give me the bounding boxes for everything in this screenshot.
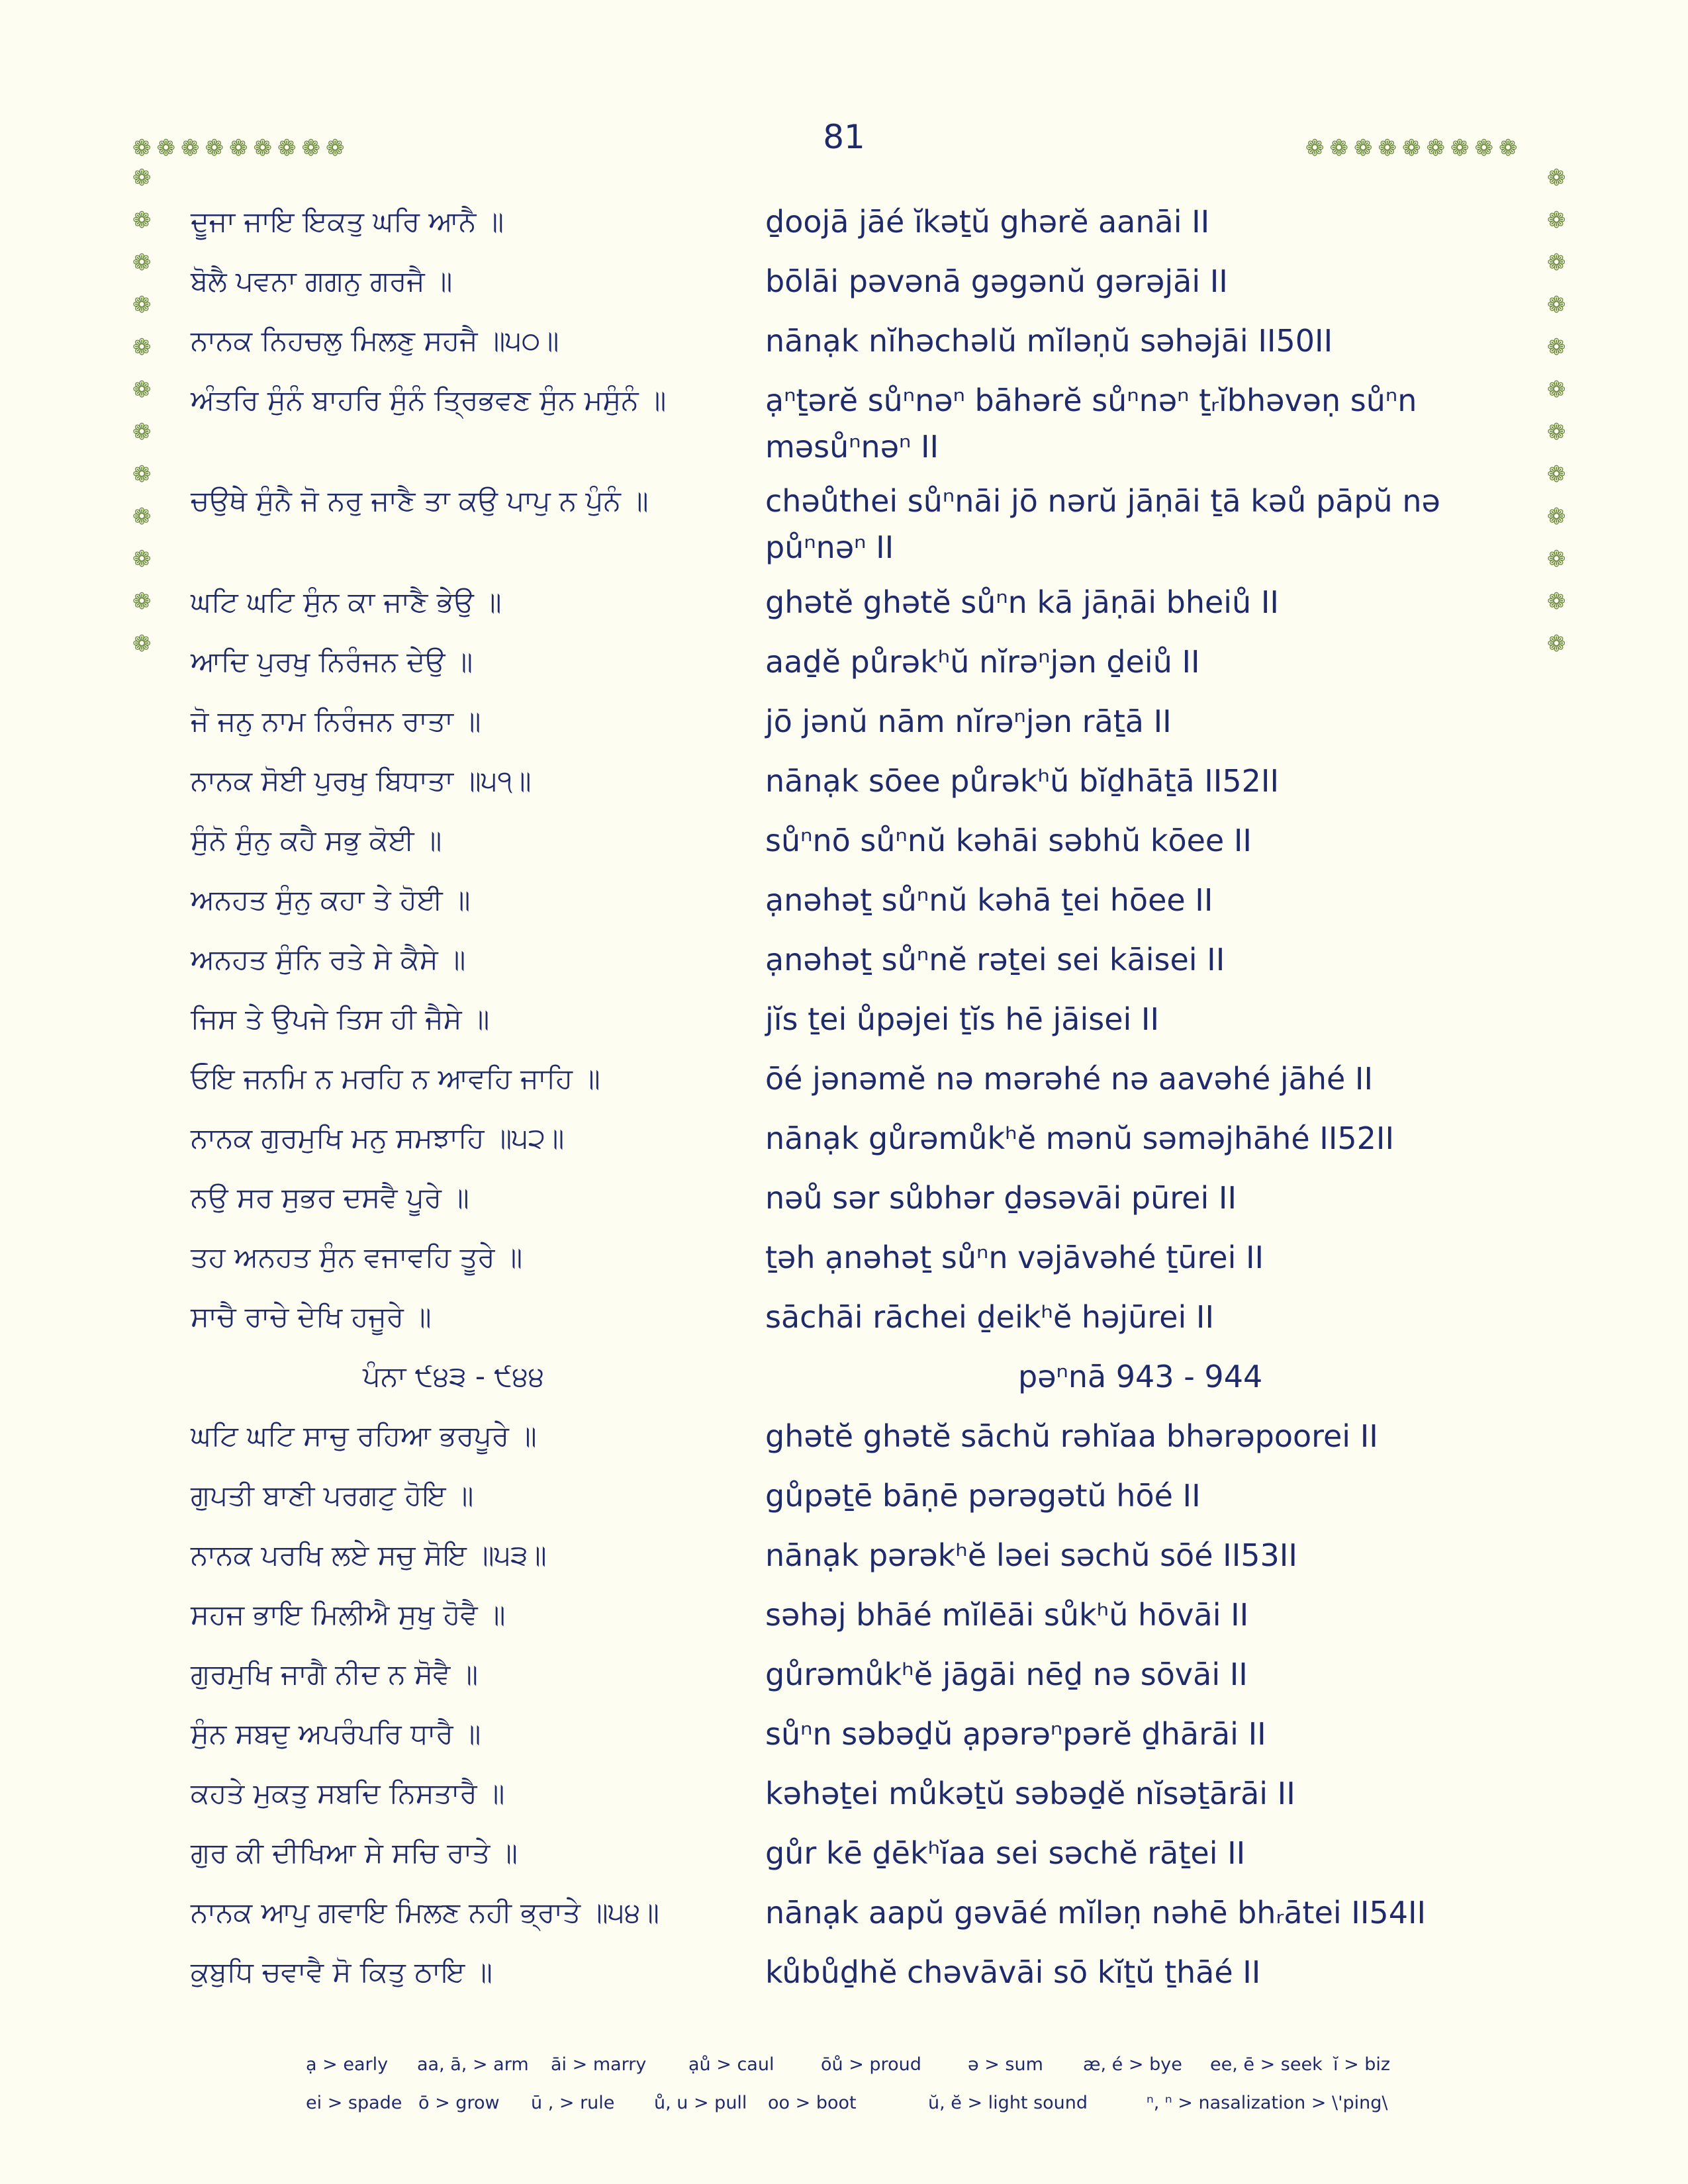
flower-ornament-icon: ❁: [1547, 419, 1566, 445]
flower-ornament-icon: ❁: [301, 135, 320, 161]
gurmukhi-line: ਸੁੰਨੋ ਸੁੰਨੁ ਕਹੈ ਸਭੁ ਕੋਈ ॥: [191, 824, 442, 856]
flower-ornament-icon: ❁: [1547, 461, 1566, 488]
gurmukhi-line: ਨਾਨਕ ਸੋਈ ਪੁਰਖੁ ਬਿਧਾਤਾ ॥੫੧॥: [191, 764, 532, 797]
ornament-row-right: [1305, 136, 1518, 161]
flower-ornament-icon: ❁: [132, 165, 152, 191]
legend-item: āi > marry: [551, 2054, 647, 2075]
flower-ornament-icon: ❁: [205, 135, 224, 161]
flower-ornament-icon: ❁: [132, 292, 152, 318]
flower-ornament-icon: ❁: [1547, 631, 1566, 657]
gurmukhi-line: ਚਉਥੇ ਸੁੰਨੈ ਜੋ ਨਰੁ ਜਾਣੈ ਤਾ ਕਉ ਪਾਪੁ ਨ ਪੁੰਨੰ ॥: [191, 484, 649, 517]
ornament-column-left: [132, 165, 152, 657]
gurmukhi-line: ਕੁਬੁਧਿ ਚਵਾਵੈ ਸੋ ਕਿਤੁ ਠਾਇ ॥: [191, 1956, 492, 1988]
gurmukhi-line: ਦੂਜਾ ਜਾਇ ਇਕਤੁ ਘਰਿ ਆਨੈ ॥: [191, 205, 504, 238]
flower-ornament-icon: ❁: [326, 135, 345, 161]
flower-ornament-icon: ❁: [1426, 135, 1445, 161]
flower-ornament-icon: ❁: [1499, 135, 1518, 161]
flower-ornament-icon: ❁: [1547, 292, 1566, 318]
legend-item: ō > grow: [418, 2092, 500, 2113]
transliteration-line: ạnəhəṯ sůⁿnĕ rəṯei sei kāisei II: [765, 942, 1225, 978]
pronunciation-legend: [306, 2045, 1564, 2122]
legend-row: [306, 2083, 1564, 2122]
transliteration-line: ghətĕ ghətĕ sůⁿn kā jāṇāi bheiů II: [765, 584, 1279, 620]
transliteration-line: gůpəṯē bāṇē pərəgətŭ hōé II: [765, 1478, 1201, 1514]
legend-item: ə > sum: [968, 2054, 1043, 2075]
legend-item: aa, ā, > arm: [417, 2054, 529, 2075]
legend-item: ạů > caul: [688, 2054, 774, 2075]
legend-item: ŭ, ĕ > light sound: [928, 2092, 1088, 2113]
legend-item: ĭ > biz: [1333, 2054, 1391, 2075]
transliteration-line: nəů sər sůbhər ḏəsəvāi pūrei II: [765, 1180, 1237, 1216]
flower-ornament-icon: ❁: [132, 504, 152, 530]
transliteration-line: nānạk aapŭ gəvāé mĭləṇ nəhē bhᵣātei II54II: [765, 1895, 1427, 1931]
gurmukhi-line: ਪੰਨਾ ੯੪੩ - ੯੪੪: [363, 1360, 545, 1392]
gurmukhi-line: ਅਨਹਤ ਸੁੰਨੁ ਕਹਾ ਤੇ ਹੋਈ ॥: [191, 884, 471, 916]
transliteration-line: gůrəmůkʰĕ jāgāi nēḏ nə sōvāi II: [765, 1657, 1248, 1692]
gurmukhi-line: ਗੁਰਮੁਖਿ ਜਾਗੈ ਨੀਦ ਨ ਸੋਵੈ ॥: [191, 1658, 479, 1690]
gurmukhi-line: ਨਉ ਸਰ ਸੁਭਰ ਦਸਵੈ ਪੂਰੇ ॥: [191, 1181, 469, 1214]
flower-ornament-icon: ❁: [1547, 588, 1566, 615]
flower-ornament-icon: ❁: [277, 135, 297, 161]
transliteration-line: ạⁿṯərĕ sůⁿnəⁿ bāhərĕ sůⁿnəⁿ ṯᵣĭbhəvəṇ sůⁿn məsůⁿnəⁿ II: [765, 383, 1417, 465]
legend-item: ạ > early: [306, 2054, 389, 2075]
flower-ornament-icon: ❁: [1378, 135, 1397, 161]
transliteration-line: kůbůḏhĕ chəvāvāi sō kĭṯŭ ṯhāé II: [765, 1954, 1261, 1990]
transliteration-line: jĭs ṯei ůpəjei ṯĭs hē jāisei II: [765, 1001, 1160, 1037]
gurmukhi-line: ਕਹਤੇ ਮੁਕਤੁ ਸਬਦਿ ਨਿਸਤਾਰੈ ॥: [191, 1777, 505, 1809]
gurmukhi-line: ਜਿਸ ਤੇ ਉਪਜੇ ਤਿਸ ਹੀ ਜੈਸੇ ॥: [191, 1003, 490, 1035]
flower-ornament-icon: ❁: [132, 334, 152, 361]
gurmukhi-line: ਓਇ ਜਨਮਿ ਨ ਮਰਹਿ ਨ ਆਵਹਿ ਜਾਹਿ ॥: [191, 1062, 600, 1095]
flower-ornament-icon: ❁: [1547, 504, 1566, 530]
transliteration-line: pəⁿnā 943 - 944: [1018, 1359, 1263, 1394]
gurmukhi-line: ਗੁਪਤੀ ਬਾਣੀ ਪਰਗਟੁ ਹੋਇ ॥: [191, 1479, 474, 1512]
legend-item: ⁿ, ⁿ > nasalization > \'ping\: [1147, 2092, 1388, 2113]
flower-ornament-icon: ❁: [132, 250, 152, 276]
legend-item: æ, é > bye: [1083, 2054, 1182, 2075]
transliteration-line: kəhəṯei můkəṯŭ səbəḏĕ nĭsəṯārāi II: [765, 1776, 1295, 1811]
gurmukhi-line: ਨਾਨਕ ਗੁਰਮੁਖਿ ਮਨੁ ਸਮਝਾਹਿ ॥੫੨॥: [191, 1122, 565, 1154]
gurmukhi-line: ਅੰਤਰਿ ਸੁੰਨੰ ਬਾਹਰਿ ਸੁੰਨੰ ਤ੍ਰਿਭਵਣ ਸੁੰਨ ਮਸੁੰਨੰ ॥: [191, 384, 667, 416]
gurmukhi-line: ਜੋ ਜਨੁ ਨਾਮ ਨਿਰੰਜਨ ਰਾਤਾ ॥: [191, 705, 481, 737]
gurmukhi-line: ਨਾਨਕ ਪਰਖਿ ਲਏ ਸਚੁ ਸੋਇ ॥੫੩॥: [191, 1539, 547, 1571]
transliteration-line: ạnəhəṯ sůⁿnŭ kəhā ṯei hōee II: [765, 882, 1213, 918]
gurmukhi-line: ਅਨਹਤ ਸੁੰਨਿ ਰਤੇ ਸੇ ਕੈਸੇ ॥: [191, 943, 466, 976]
gurmukhi-line: ਗੁਰ ਕੀ ਦੀਖਿਆ ਸੇ ਸਚਿ ਰਾਤੇ ॥: [191, 1837, 518, 1869]
transliteration-line: səhəj bhāé mĭlēāi sůkʰŭ hōvāi II: [765, 1597, 1249, 1633]
flower-ornament-icon: ❁: [229, 135, 248, 161]
flower-ornament-icon: ❁: [1402, 135, 1421, 161]
flower-ornament-icon: ❁: [156, 135, 175, 161]
transliteration-line: sāchāi rāchei ḏeikʰĕ həjūrei II: [765, 1299, 1215, 1335]
flower-ornament-icon: ❁: [132, 546, 152, 572]
flower-ornament-icon: ❁: [1547, 250, 1566, 276]
gurmukhi-line: ਨਾਨਕ ਆਪੁ ਗਵਾਇ ਮਿਲਣ ਨਹੀ ਭ੍ਰਾਤੇ ॥੫੪॥: [191, 1896, 659, 1929]
transliteration-line: chəůthei sůⁿnāi jō nərŭ jāṇāi ṯā kəů pāpŭ nə půⁿnəⁿ II: [765, 483, 1440, 565]
flower-ornament-icon: ❁: [1547, 165, 1566, 191]
transliteration-line: sůⁿn səbəḏŭ ạpərəⁿpərĕ ḏhārāi II: [765, 1716, 1266, 1752]
gurmukhi-line: ਸਹਜ ਭਾਇ ਮਿਲੀਐ ਸੁਖੁ ਹੋਵੈ ॥: [191, 1598, 506, 1631]
flower-ornament-icon: ❁: [132, 135, 152, 161]
gurmukhi-line: ਤਹ ਅਨਹਤ ਸੁੰਨ ਵਜਾਵਹਿ ਤੂਰੇ ॥: [191, 1241, 523, 1273]
flower-ornament-icon: ❁: [1547, 207, 1566, 234]
legend-item: ee, ē > seek: [1210, 2054, 1323, 2075]
transliteration-line: jō jənŭ nām nĭrəⁿjən rāṯā II: [765, 704, 1172, 739]
flower-ornament-icon: ❁: [253, 135, 272, 161]
page-number: 81: [823, 118, 865, 156]
ornament-row-left: [132, 136, 345, 161]
gurmukhi-line: ਆਦਿ ਪੁਰਖੁ ਨਿਰੰਜਨ ਦੇਉ ॥: [191, 645, 473, 678]
legend-item: ōů > proud: [821, 2054, 921, 2075]
transliteration-line: ghətĕ ghətĕ sāchŭ rəhĭaa bhərəpoorei II: [765, 1418, 1378, 1454]
transliteration-line: gůr kē ḏēkʰĭaa sei səchĕ rāṯei II: [765, 1835, 1246, 1871]
flower-ornament-icon: ❁: [1450, 135, 1470, 161]
transliteration-line: nānạk nĭhəchəlŭ mĭləṇŭ səhəjāi II50II: [765, 323, 1333, 359]
gurmukhi-line: ਬੋਲੈ ਪਵਨਾ ਗਗਨੁ ਗਰਜੈ ॥: [191, 265, 453, 297]
flower-ornament-icon: ❁: [1354, 135, 1373, 161]
transliteration-line: bōlāi pəvənā gəgənŭ gərəjāi II: [765, 263, 1228, 299]
gurmukhi-line: ਸਾਚੈ ਰਾਚੇ ਦੇਖਿ ਹਜੂਰੇ ॥: [191, 1300, 432, 1333]
flower-ornament-icon: ❁: [132, 461, 152, 488]
flower-ornament-icon: ❁: [132, 207, 152, 234]
transliteration-line: ṯəh ạnəhəṯ sůⁿn vəjāvəhé ṯūrei II: [765, 1240, 1264, 1275]
transliteration-line: nānạk gůrəmůkʰĕ mənŭ səməjhāhé II52II: [765, 1120, 1395, 1156]
ornament-column-right: [1547, 165, 1566, 657]
flower-ornament-icon: ❁: [1474, 135, 1493, 161]
flower-ornament-icon: ❁: [132, 631, 152, 657]
legend-row: [306, 2045, 1564, 2083]
gurmukhi-line: ਸੁੰਨ ਸਬਦੁ ਅਪਰੰਪਰਿ ਧਾਰੈ ॥: [191, 1717, 481, 1750]
flower-ornament-icon: ❁: [132, 588, 152, 615]
legend-item: ū , > rule: [531, 2092, 615, 2113]
gurmukhi-line: ਘਟਿ ਘਟਿ ਸਾਚੁ ਰਹਿਆ ਭਰਪੂਰੇ ॥: [191, 1420, 537, 1452]
transliteration-line: nānạk pərəkʰĕ ləei səchŭ sōé II53II: [765, 1537, 1297, 1573]
flower-ornament-icon: ❁: [181, 135, 200, 161]
gurmukhi-line: ਨਾਨਕ ਨਿਹਚਲੁ ਮਿਲਣੁ ਸਹਜੈ ॥੫੦॥: [191, 324, 559, 357]
gurmukhi-line: ਘਟਿ ਘਟਿ ਸੁੰਨ ਕਾ ਜਾਣੈ ਭੇਉ ॥: [191, 586, 502, 618]
transliteration-line: aaḏĕ půrəkʰŭ nĭrəⁿjən ḏeiů II: [765, 644, 1200, 680]
transliteration-line: nānạk sōee půrəkʰŭ bĭḏhāṯā II52II: [765, 763, 1280, 799]
flower-ornament-icon: ❁: [1547, 334, 1566, 361]
legend-item: ů, u > pull: [654, 2092, 747, 2113]
flower-ornament-icon: ❁: [132, 377, 152, 403]
flower-ornament-icon: ❁: [1547, 377, 1566, 403]
transliteration-line: sůⁿnō sůⁿnŭ kəhāi səbhŭ kōee II: [765, 823, 1252, 858]
flower-ornament-icon: ❁: [1547, 546, 1566, 572]
legend-item: ei > spade: [306, 2092, 402, 2113]
flower-ornament-icon: ❁: [132, 419, 152, 445]
legend-item: oo > boot: [768, 2092, 857, 2113]
flower-ornament-icon: ❁: [1305, 135, 1325, 161]
flower-ornament-icon: ❁: [1329, 135, 1348, 161]
transliteration-line: ḏoojā jāé ĭkəṯŭ ghərĕ aanāi II: [765, 204, 1210, 240]
transliteration-line: ōé jənəmĕ nə mərəhé nə aavəhé jāhé II: [765, 1061, 1374, 1097]
